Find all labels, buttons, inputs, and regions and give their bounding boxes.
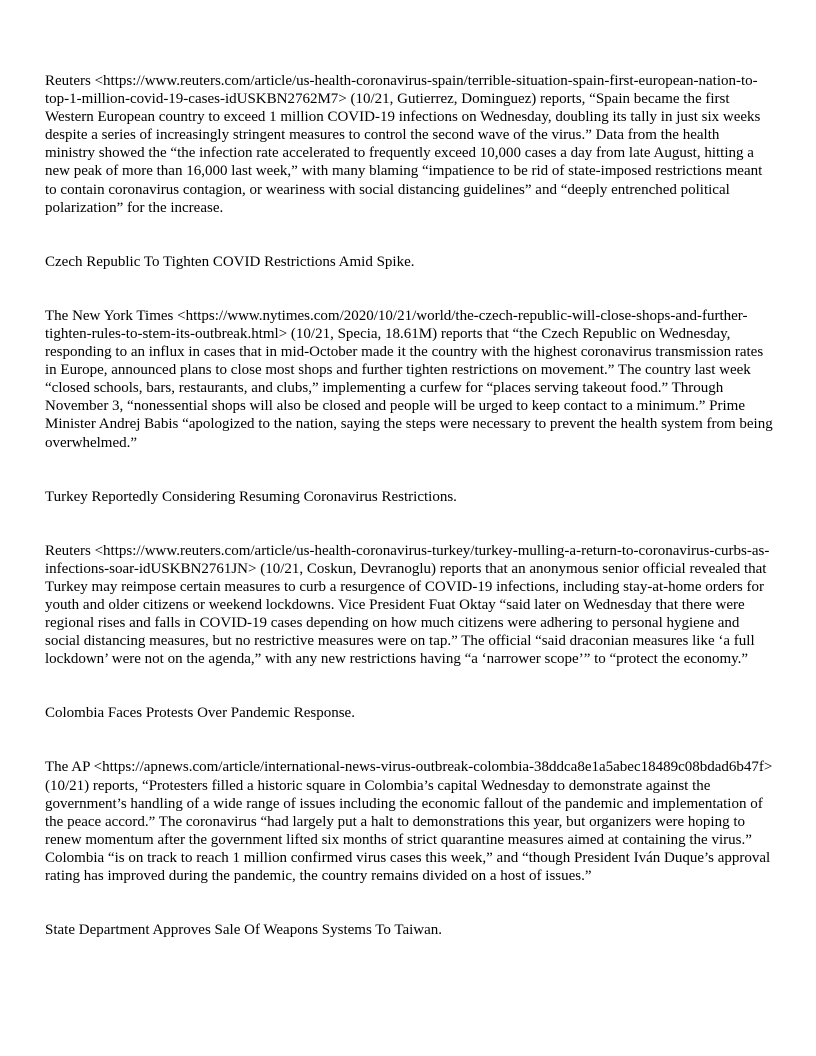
paragraph-spacer (45, 452, 773, 488)
article-body-turkey: Reuters <https://www.reuters.com/article/us-health-coronavirus-turkey/turkey-mulling-a-return-to-coronavirus-curbs-as-infections-soar-idUSKBN2761JN> (10/21, Coskun, Devranoglu) reports that an anonymous senior official revealed that Turkey may reimpose certain measures to curb a resurgence of COVID-19 infections, including stay-at-home orders for youth and older citizens or weekend lockdowns. Vice President Fuat Oktay “said later on Wednesday that there were regional rises and falls in COVID-19 cases depending on how much citizens were adhering to personal hygiene and social distancing measures, but no restrictive measures were on tap.” The official “said draconian measures like ‘a full lockdown’ were not on the agenda,” with any new restrictions having “a ‘narrower scope’” to “protect the economy.” (45, 542, 770, 668)
article-body-czech-republic: The New York Times <https://www.nytimes.com/2020/10/21/world/the-czech-republic-will-close-shops-and-further-tighten-rules-to-stem-its-outbreak.html> (10/21, Specia, 18.61M) reports that “the Czech Republic on Wednesday, responding to an influx in cases that in mid-October made it the country with the highest coronavirus transmission rates in Europe, announced plans to close most shops and further tighten restrictions on movement.” The country last week “closed schools, bars, restaurants, and clubs,” implementing a curfew for “places serving takeout food.” Through November 3, “nonessential shops will also be closed and people will be urged to keep contact to a minimum.” Prime Minister Andrej Babis “apologized to the nation, saying the steps were necessary to prevent the health system from being overwhelmed.” (45, 307, 773, 451)
paragraph-spacer (45, 217, 773, 253)
headline-czech-republic: Czech Republic To Tighten COVID Restrictions Amid Spike. (45, 253, 415, 270)
article-body-spain: Reuters <https://www.reuters.com/article/us-health-coronavirus-spain/terrible-situation-spain-first-european-nation-to-top-1-million-covid-19-cases-idUSKBN2762M7> (10/21, Gutierrez, Dominguez) reports, “Spain became the first Western European country to exceed 1 million COVID-19 infections on Wednesday, doubling its tally in just six weeks despite a series of increasingly stringent measures to control the second wave of the virus.” Data from the health ministry showed the “the infection rate accelerated to frequently exceed 10,000 cases a day from late August, hitting a new peak of more than 16,000 last week,” with many blaming “impatience to be rid of state-imposed restrictions meant to contain coronavirus contagion, or weariness with social distancing guidelines” and “deeply entrenched political polarization” for the increase. (45, 73, 763, 216)
paragraph-spacer (45, 722, 773, 758)
headline-turkey: Turkey Reportedly Considering Resuming Coronavirus Restrictions. (45, 488, 457, 505)
paragraph-spacer (45, 668, 773, 704)
paragraph-spacer (45, 271, 773, 307)
document-page (45, 72, 773, 939)
headline-colombia: Colombia Faces Protests Over Pandemic Response. (45, 705, 355, 722)
paragraph-spacer (45, 506, 773, 542)
article-body-colombia: The AP <https://apnews.com/article/international-news-virus-outbreak-colombia-38ddca8e1a5abec18489c08bdad6b47f> (10/21) reports, “Protesters filled a historic square in Colombia’s capital Wednesday to demonstrate against the government’s handling of a wide range of issues including the economic fallout of the pandemic and implementation of the peace accord.” The coronavirus “had largely put a halt to demonstrations this year, but organizers were hoping to renew momentum after the government lifted six months of strict quarantine measures aimed at containing the virus.” Colombia “is on track to reach 1 million confirmed virus cases this week,” and “though President Iván Duque’s approval rating has improved during the pandemic, the country remains divided on a host of issues.” (45, 759, 773, 884)
headline-taiwan: State Department Approves Sale Of Weapons Systems To Taiwan. (45, 922, 443, 939)
paragraph-spacer (45, 885, 773, 921)
